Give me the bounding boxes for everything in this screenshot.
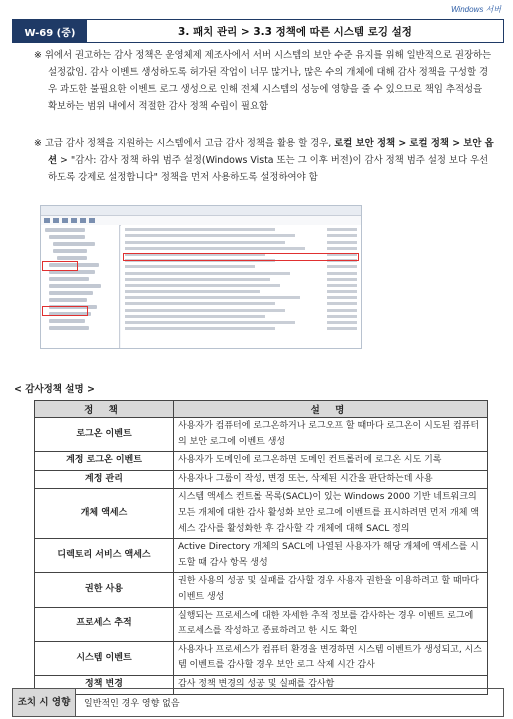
policy-desc: 시스템 액세스 컨트롤 목록(SACL)이 있는 Windows 2000 기반 네트워크의 모든 개체에 대한 감사 활성화 보안 로그에 이벤트를 표시하려면 먼저 개체 액세스 감사를 활성화한 후 감사할 각 개체에 대해 SACL 정의 xyxy=(174,489,488,539)
highlight-box-policy-row xyxy=(123,253,359,261)
policy-name: 정책 변경 xyxy=(35,675,174,694)
item-code: W-69 (중) xyxy=(13,20,87,42)
note-1: ※ 위에서 권고하는 감사 정책은 운영체제 제조사에서 서버 시스템의 보안 수준 유지를 위해 일반적으로 권장하는 설정값임. 감사 이벤트 생성하도록 허가된 작업이 너무 많거나, 많은 수의 개체에 대해 감사 정책을 구성할 경우 과도한 불필요한 이벤트 로그 생성으로 인해 전체 시스템의 성능에 영향을 줄 수 있으므로 책임 추적성을 확보하는 범위 내에서 적절한 감사 정책 수립이 필요함 xyxy=(34,50,492,112)
note-2-suffix: > "감사: 감사 정책 하위 범주 설정(Windows Vista 또는 그 이후 버전)이 감사 정책 범주 설정 보다 우선하도록 강제로 설정합니다" 정책을 먼저 사용하도록 설정하여야 함 xyxy=(48,155,489,183)
table-row xyxy=(35,489,488,539)
note-2 xyxy=(34,135,494,186)
highlight-box-advanced xyxy=(42,306,88,316)
header-description: 설 명 xyxy=(174,401,488,418)
table-row xyxy=(35,418,488,452)
policy-desc: 사용자나 그룹이 작성, 변경 또는, 삭제된 시간을 판단하는데 사용 xyxy=(174,470,488,489)
screenshot-tree-pane xyxy=(41,225,120,348)
policy-desc: 사용자가 도메인에 로그온하면 도메인 컨트롤러에 로그온 시도 기록 xyxy=(174,452,488,471)
highlight-box-tree xyxy=(42,261,78,271)
policy-name: 시스템 이벤트 xyxy=(35,641,174,675)
action-impact-box xyxy=(12,688,504,717)
os-label: Windows 서버 xyxy=(450,5,501,14)
header-policy: 정 책 xyxy=(35,401,174,418)
policy-name: 로그온 이벤트 xyxy=(35,418,174,452)
policy-name: 디렉토리 서비스 액세스 xyxy=(35,539,174,573)
policy-name: 개체 액세스 xyxy=(35,489,174,539)
table-row xyxy=(35,470,488,489)
item-title: 3. 패치 관리 > 3.3 정책에 따른 시스템 로깅 설정 xyxy=(178,25,412,38)
policy-name: 권한 사용 xyxy=(35,573,174,607)
screenshot-policy-list xyxy=(121,225,361,348)
policy-desc: 실행되는 프로세스에 대한 자세한 추적 정보를 감사하는 경우 이벤트 로그에 프로세스를 작성하고 종료하려고 한 시도 확인 xyxy=(174,607,488,641)
local-security-policy-screenshot xyxy=(40,205,362,349)
table-row xyxy=(35,452,488,471)
table-row xyxy=(35,641,488,675)
section-title: < 감사정책 설명 > xyxy=(14,384,95,395)
policy-desc: 사용자가 컴퓨터에 로그온하거나 로그오프 할 때마다 로그온이 시도된 컴퓨터의 보안 로그에 이벤트 생성 xyxy=(174,418,488,452)
note-2-prefix: ※ 고급 감사 정책을 지원하는 시스템에서 고급 감사 정책을 활용 할 경우, xyxy=(34,138,335,149)
table-row xyxy=(35,573,488,607)
action-impact-value: 일반적인 경우 영향 없음 xyxy=(84,699,180,709)
audit-policy-table xyxy=(34,400,488,695)
table-row xyxy=(35,607,488,641)
policy-name: 프로세스 추적 xyxy=(35,607,174,641)
policy-desc: 사용자나 프로세스가 컴퓨터 환경을 변경하면 시스템 이벤트가 생성되고, 시스템 이벤트를 감사할 경우 보안 로그 삭제 시간 감사 xyxy=(174,641,488,675)
table-header-row xyxy=(35,401,488,418)
policy-desc: Active Directory 개체의 SACL에 나열된 사용자가 해당 개체에 액세스를 시도할 때 감사 항목 생성 xyxy=(174,539,488,573)
action-impact-label: 조치 시 영향 xyxy=(13,689,76,716)
note-2-path: 로컬 보안 정책 > 로컬 정책 > 보안 옵션 xyxy=(48,138,494,166)
policy-name: 계정 관리 xyxy=(35,470,174,489)
table-row xyxy=(35,539,488,573)
policy-name: 계정 로그온 이벤트 xyxy=(35,452,174,471)
screenshot-menubar xyxy=(41,206,361,216)
policy-desc: 권한 사용의 성공 및 실패를 감사할 경우 사용자 권한을 이용하려고 할 때마다 이벤트 생성 xyxy=(174,573,488,607)
title-bar xyxy=(12,19,504,43)
policy-desc: 감사 정책 변경의 성공 및 실패를 감사함 xyxy=(174,675,488,694)
